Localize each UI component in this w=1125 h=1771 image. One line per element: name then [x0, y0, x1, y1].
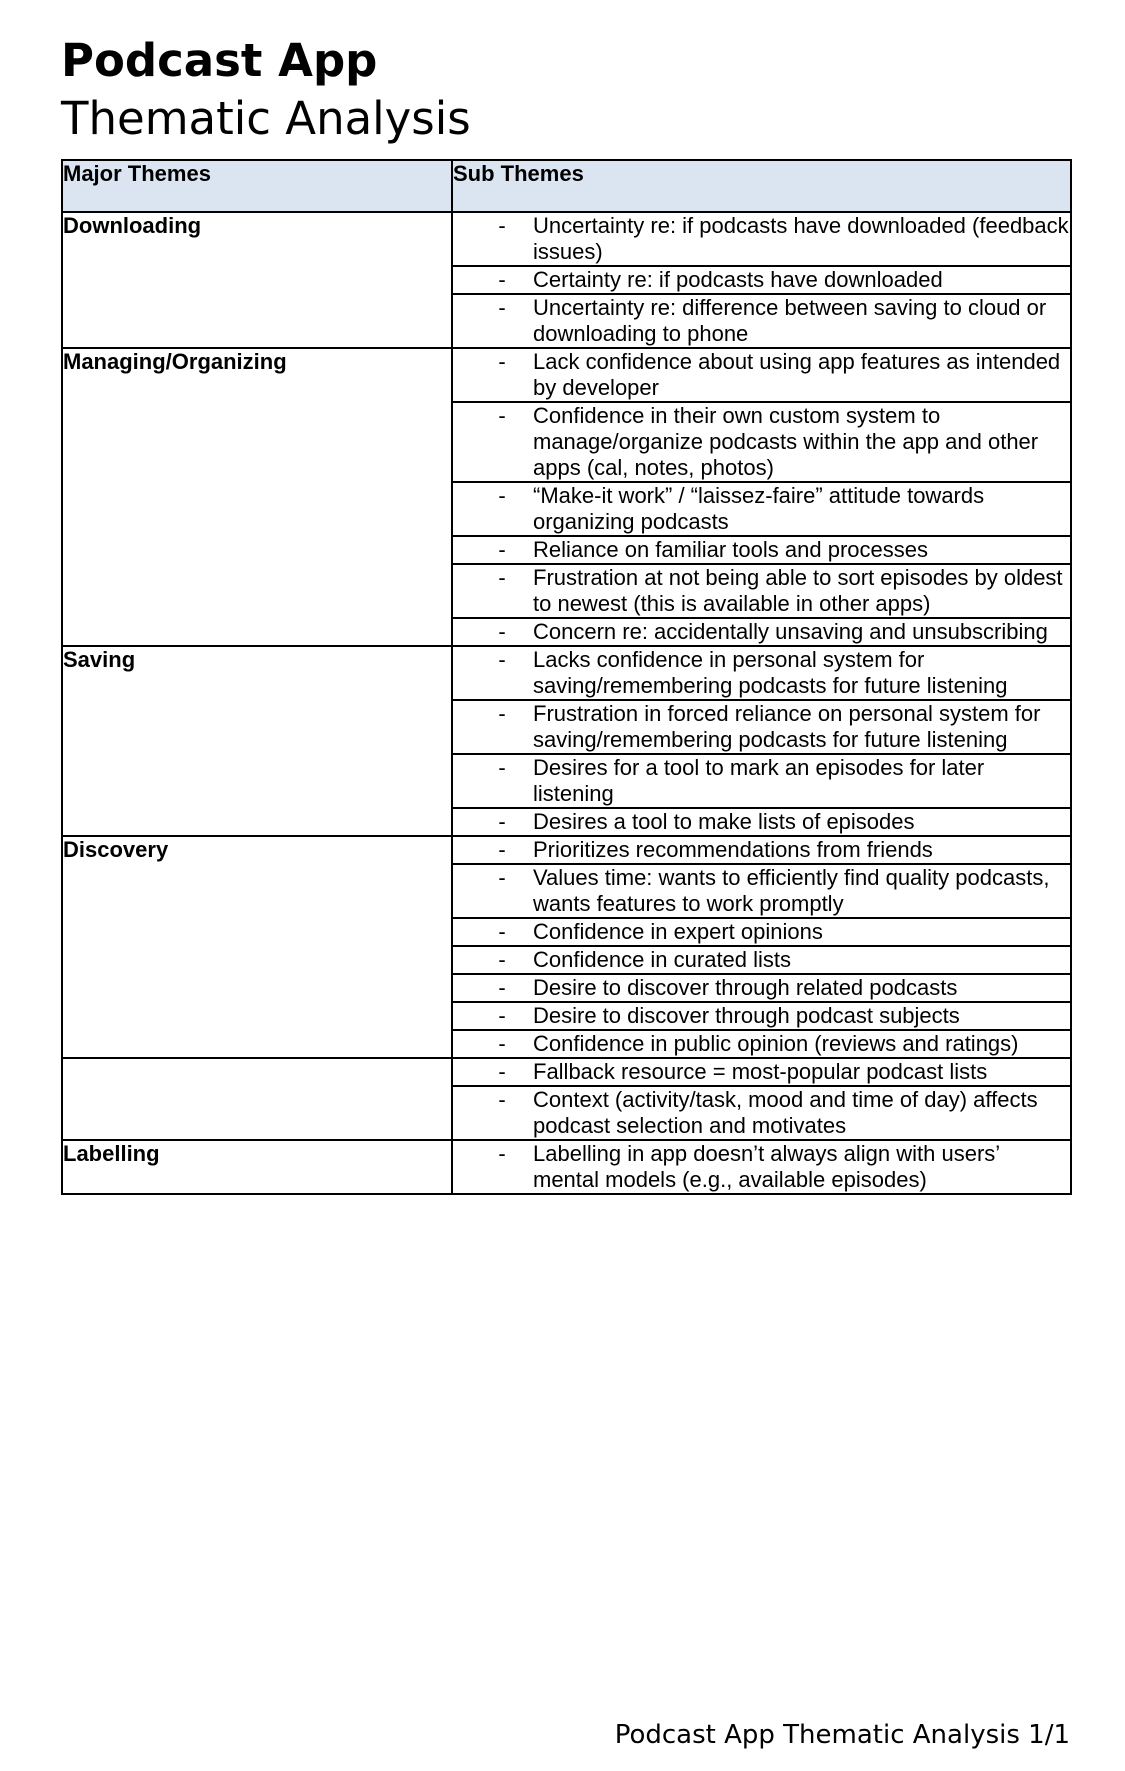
sub-theme-item: [453, 809, 1070, 835]
table-row: [62, 836, 1071, 864]
sub-theme-item: [453, 837, 1070, 863]
major-theme-cell: Labelling: [62, 1140, 452, 1194]
bullet-dash: -: [498, 403, 506, 428]
sub-theme-text: Confidence in their own custom system to manage/organize podcasts within the app and other apps (cal, notes, photos): [533, 403, 1039, 480]
sub-theme-item: [453, 1087, 1070, 1139]
sub-theme-item: [453, 483, 1070, 535]
sub-theme-cell: [452, 212, 1071, 266]
sub-theme-item: [453, 701, 1070, 753]
bullet-dash: -: [498, 213, 506, 238]
sub-theme-cell: [452, 294, 1071, 348]
bullet-dash: -: [498, 919, 506, 944]
sub-theme-item: [453, 947, 1070, 973]
sub-theme-cell: [452, 348, 1071, 402]
sub-theme-item: [453, 295, 1070, 347]
sub-theme-cell: [452, 974, 1071, 1002]
sub-theme-text: Prioritizes recommendations from friends: [533, 837, 933, 862]
sub-theme-cell: [452, 402, 1071, 482]
table-row: [62, 1140, 1071, 1194]
sub-theme-cell: [452, 836, 1071, 864]
sub-theme-text: Context (activity/task, mood and time of day) affects podcast selection and motivates: [533, 1087, 1038, 1138]
sub-theme-item: [453, 267, 1070, 293]
sub-theme-text: Certainty re: if podcasts have downloaded: [533, 267, 943, 292]
sub-theme-item: [453, 919, 1070, 945]
bullet-dash: -: [498, 483, 506, 508]
table-body: [62, 212, 1071, 1194]
sub-theme-text: Confidence in expert opinions: [533, 919, 823, 944]
sub-theme-text: Desire to discover through related podcasts: [533, 975, 958, 1000]
sub-theme-text: Lack confidence about using app features as intended by developer: [533, 349, 1061, 400]
sub-theme-text: Desires a tool to make lists of episodes: [533, 809, 915, 834]
sub-theme-text: Desires for a tool to mark an episodes for later listening: [533, 755, 985, 806]
bullet-dash: -: [498, 537, 506, 562]
bullet-dash: -: [498, 295, 506, 320]
sub-theme-text: “Make-it work” / “laissez-faire” attitude towards organizing podcasts: [533, 483, 985, 534]
sub-theme-item: [453, 1059, 1070, 1085]
sub-theme-cell: [452, 918, 1071, 946]
sub-theme-text: Values time: wants to efficiently find quality podcasts, wants features to work promptly: [533, 865, 1050, 916]
sub-theme-text: Concern re: accidentally unsaving and unsubscribing: [533, 619, 1048, 644]
header-major-themes: Major Themes: [62, 160, 452, 212]
sub-theme-item: [453, 1003, 1070, 1029]
bullet-dash: -: [498, 349, 506, 374]
sub-theme-text: Uncertainty re: if podcasts have downloaded (feedback issues): [533, 213, 1069, 264]
sub-theme-text: Confidence in curated lists: [533, 947, 792, 972]
bullet-dash: -: [498, 975, 506, 1000]
bullet-dash: -: [498, 1059, 506, 1084]
thematic-analysis-table: [61, 159, 1072, 1195]
sub-theme-cell: [452, 618, 1071, 646]
sub-theme-cell: [452, 754, 1071, 808]
header-sub-themes: Sub Themes: [452, 160, 1071, 212]
major-theme-cell: Downloading: [62, 212, 452, 348]
table-header-row: [62, 160, 1071, 212]
sub-theme-item: [453, 1031, 1070, 1057]
sub-theme-item: [453, 975, 1070, 1001]
bullet-dash: -: [498, 1003, 506, 1028]
bullet-dash: -: [498, 1087, 506, 1112]
sub-theme-cell: [452, 1140, 1071, 1194]
sub-theme-item: [453, 349, 1070, 401]
bullet-dash: -: [498, 947, 506, 972]
table-row: [62, 212, 1071, 266]
sub-theme-text: Uncertainty re: difference between saving to cloud or downloading to phone: [533, 295, 1047, 346]
sub-theme-item: [453, 537, 1070, 563]
sub-theme-cell: [452, 564, 1071, 618]
sub-theme-cell: [452, 646, 1071, 700]
sub-theme-cell: [452, 808, 1071, 836]
sub-theme-cell: [452, 1058, 1071, 1086]
sub-theme-cell: [452, 1002, 1071, 1030]
sub-theme-cell: [452, 864, 1071, 918]
page-subtitle: Thematic Analysis: [61, 92, 471, 145]
sub-theme-text: Lacks confidence in personal system for saving/remembering podcasts for future listening: [533, 647, 1008, 698]
sub-theme-cell: [452, 700, 1071, 754]
sub-theme-text: Frustration in forced reliance on personal system for saving/remembering podcasts for future listening: [533, 701, 1041, 752]
sub-theme-item: [453, 755, 1070, 807]
bullet-dash: -: [498, 865, 506, 890]
bullet-dash: -: [498, 647, 506, 672]
sub-theme-cell: [452, 1086, 1071, 1140]
table-row: [62, 646, 1071, 700]
sub-theme-cell: [452, 482, 1071, 536]
sub-theme-item: [453, 403, 1070, 481]
major-theme-cell: Managing/Organizing: [62, 348, 452, 646]
table-row: [62, 1058, 1071, 1086]
sub-theme-text: Reliance on familiar tools and processes: [533, 537, 928, 562]
major-theme-cell: Saving: [62, 646, 452, 836]
sub-theme-item: [453, 565, 1070, 617]
bullet-dash: -: [498, 565, 506, 590]
major-theme-cell: [62, 1058, 452, 1140]
sub-theme-item: [453, 213, 1070, 265]
table-row: [62, 348, 1071, 402]
sub-theme-item: [453, 647, 1070, 699]
bullet-dash: -: [498, 267, 506, 292]
sub-theme-item: [453, 1141, 1070, 1193]
bullet-dash: -: [498, 1141, 506, 1166]
sub-theme-item: [453, 865, 1070, 917]
sub-theme-cell: [452, 266, 1071, 294]
sub-theme-cell: [452, 946, 1071, 974]
major-theme-cell: Discovery: [62, 836, 452, 1058]
bullet-dash: -: [498, 755, 506, 780]
page-title: Podcast App: [61, 34, 378, 87]
bullet-dash: -: [498, 837, 506, 862]
page-footer: Podcast App Thematic Analysis 1/1: [614, 1720, 1070, 1750]
bullet-dash: -: [498, 619, 506, 644]
bullet-dash: -: [498, 809, 506, 834]
bullet-dash: -: [498, 1031, 506, 1056]
sub-theme-item: [453, 619, 1070, 645]
sub-theme-text: Labelling in app doesn’t always align with users’ mental models (e.g., available episodes): [533, 1141, 1000, 1192]
sub-theme-text: Fallback resource = most-popular podcast lists: [533, 1059, 988, 1084]
sub-theme-text: Frustration at not being able to sort episodes by oldest to newest (this is available in other apps): [533, 565, 1063, 616]
sub-theme-text: Confidence in public opinion (reviews and ratings): [533, 1031, 1019, 1056]
bullet-dash: -: [498, 701, 506, 726]
sub-theme-cell: [452, 536, 1071, 564]
sub-theme-cell: [452, 1030, 1071, 1058]
sub-theme-text: Desire to discover through podcast subjects: [533, 1003, 960, 1028]
